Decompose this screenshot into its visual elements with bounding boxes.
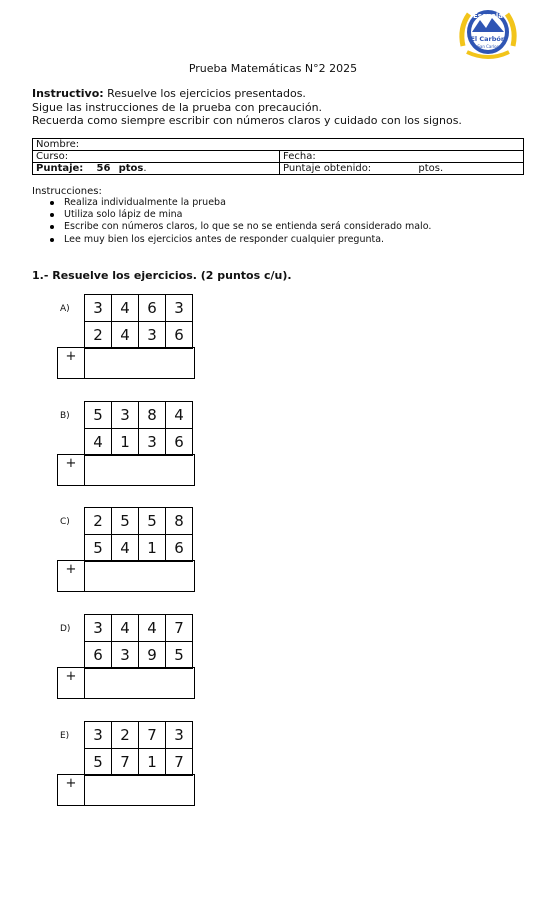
instructivo-line3: Recuerda como siempre escribir con números claros y cuidado con los signos. — [32, 114, 462, 127]
answer-box[interactable] — [57, 347, 195, 379]
digit-cell: 6 — [166, 535, 193, 562]
instructivo-label: Instructivo: — [32, 87, 104, 100]
puntaje-obtenido-label: Puntaje obtenido: — [283, 163, 372, 174]
digit-cell: 5 — [85, 402, 112, 429]
instructivo-text: Resuelve los ejercicios presentados. — [103, 87, 306, 100]
list-item: Realiza individualmente la prueba — [48, 197, 431, 209]
fecha-field[interactable]: Fecha: — [280, 151, 524, 163]
answer-box[interactable] — [57, 774, 195, 806]
digit-cell: 5 — [166, 642, 193, 669]
digit-cell: 3 — [85, 615, 112, 642]
digit-cell: 3 — [166, 722, 193, 749]
digit-grid — [84, 507, 193, 562]
puntaje-unit: ptos — [118, 163, 144, 174]
list-item: Lee muy bien los ejercicios antes de responder cualquier pregunta. — [48, 234, 431, 246]
digit-cell: 5 — [139, 508, 166, 535]
list-item: Escribe con números claros, lo que se no se entienda será considerado malo. — [48, 221, 431, 233]
digit-cell: 3 — [85, 295, 112, 322]
digit-cell: 4 — [166, 402, 193, 429]
digit-cell: 2 — [85, 322, 112, 349]
puntaje-value: 56 — [96, 163, 111, 174]
digit-cell: 2 — [112, 722, 139, 749]
digit-cell: 2 — [85, 508, 112, 535]
logo-text-elcarbon: El Carbón — [470, 35, 506, 43]
digit-cell: 5 — [85, 535, 112, 562]
list-item: Utiliza solo lápiz de mina — [48, 209, 431, 221]
digit-cell: 7 — [112, 749, 139, 776]
answer-box[interactable] — [57, 667, 195, 699]
digit-cell: 5 — [85, 749, 112, 776]
curso-field[interactable]: Curso: — [33, 151, 280, 163]
digit-cell: 8 — [166, 508, 193, 535]
exercise-c — [57, 507, 197, 592]
exercise-b — [57, 401, 197, 486]
puntaje-obtenido-unit: ptos. — [418, 163, 444, 174]
plus-sign: + — [58, 348, 85, 378]
digit-cell: 4 — [112, 615, 139, 642]
digit-cell: 1 — [139, 535, 166, 562]
digit-cell: 6 — [166, 429, 193, 456]
digit-cell: 6 — [85, 642, 112, 669]
digit-cell: 9 — [139, 642, 166, 669]
plus-sign: + — [58, 561, 85, 591]
exercise-label: C) — [60, 517, 70, 527]
digit-cell: 7 — [166, 749, 193, 776]
digit-grid — [84, 294, 193, 349]
digit-cell: 7 — [139, 722, 166, 749]
digit-cell: 1 — [139, 749, 166, 776]
digit-cell: 8 — [139, 402, 166, 429]
instructivo-line2: Sigue las instrucciones de la prueba con precaución. — [32, 100, 323, 114]
digit-cell: 4 — [139, 615, 166, 642]
exercise-e — [57, 721, 197, 806]
digit-grid — [84, 721, 193, 776]
digit-cell: 3 — [139, 429, 166, 456]
puntaje-cell: Puntaje: 56 ptos. — [33, 163, 280, 175]
digit-grid — [84, 614, 193, 669]
exercise-label: E) — [60, 731, 70, 741]
digit-cell: 5 — [112, 508, 139, 535]
digit-cell: 4 — [112, 535, 139, 562]
digit-cell: 1 — [112, 429, 139, 456]
digit-grid — [84, 401, 193, 456]
instructivo — [32, 87, 462, 128]
plus-sign: + — [58, 455, 85, 485]
digit-cell: 3 — [85, 722, 112, 749]
exercise-label: D) — [60, 624, 71, 634]
logo-text-escuela: Escuela — [473, 12, 503, 20]
exercise-a — [57, 294, 197, 379]
nombre-field[interactable]: Nombre: — [33, 139, 524, 151]
puntaje-label: Puntaje: — [36, 163, 84, 174]
exercise-label: A) — [60, 304, 70, 314]
digit-cell: 7 — [166, 615, 193, 642]
answer-box[interactable] — [57, 454, 195, 486]
instrucciones-title: Instrucciones: — [32, 186, 102, 197]
puntaje-obtenido-cell[interactable] — [280, 163, 524, 175]
digit-cell: 3 — [166, 295, 193, 322]
student-info-table — [32, 138, 524, 175]
instrucciones-list — [48, 197, 431, 246]
digit-cell: 4 — [85, 429, 112, 456]
digit-cell: 3 — [112, 402, 139, 429]
plus-sign: + — [58, 775, 85, 805]
plus-sign: + — [58, 668, 85, 698]
exercise-label: B) — [60, 411, 70, 421]
answer-box[interactable] — [57, 560, 195, 592]
section-title: 1.- Resuelve los ejercicios. (2 puntos c/u). — [32, 269, 292, 282]
exercise-d — [57, 614, 197, 699]
digit-cell: 3 — [112, 642, 139, 669]
digit-cell: 4 — [112, 295, 139, 322]
digit-cell: 4 — [112, 322, 139, 349]
page-title: Prueba Matemáticas N°2 2025 — [188, 62, 358, 75]
school-logo — [455, 4, 521, 62]
digit-cell: 6 — [166, 322, 193, 349]
digit-cell: 6 — [139, 295, 166, 322]
digit-cell: 3 — [139, 322, 166, 349]
logo-text-sancarlos: San Carlos — [477, 44, 499, 49]
